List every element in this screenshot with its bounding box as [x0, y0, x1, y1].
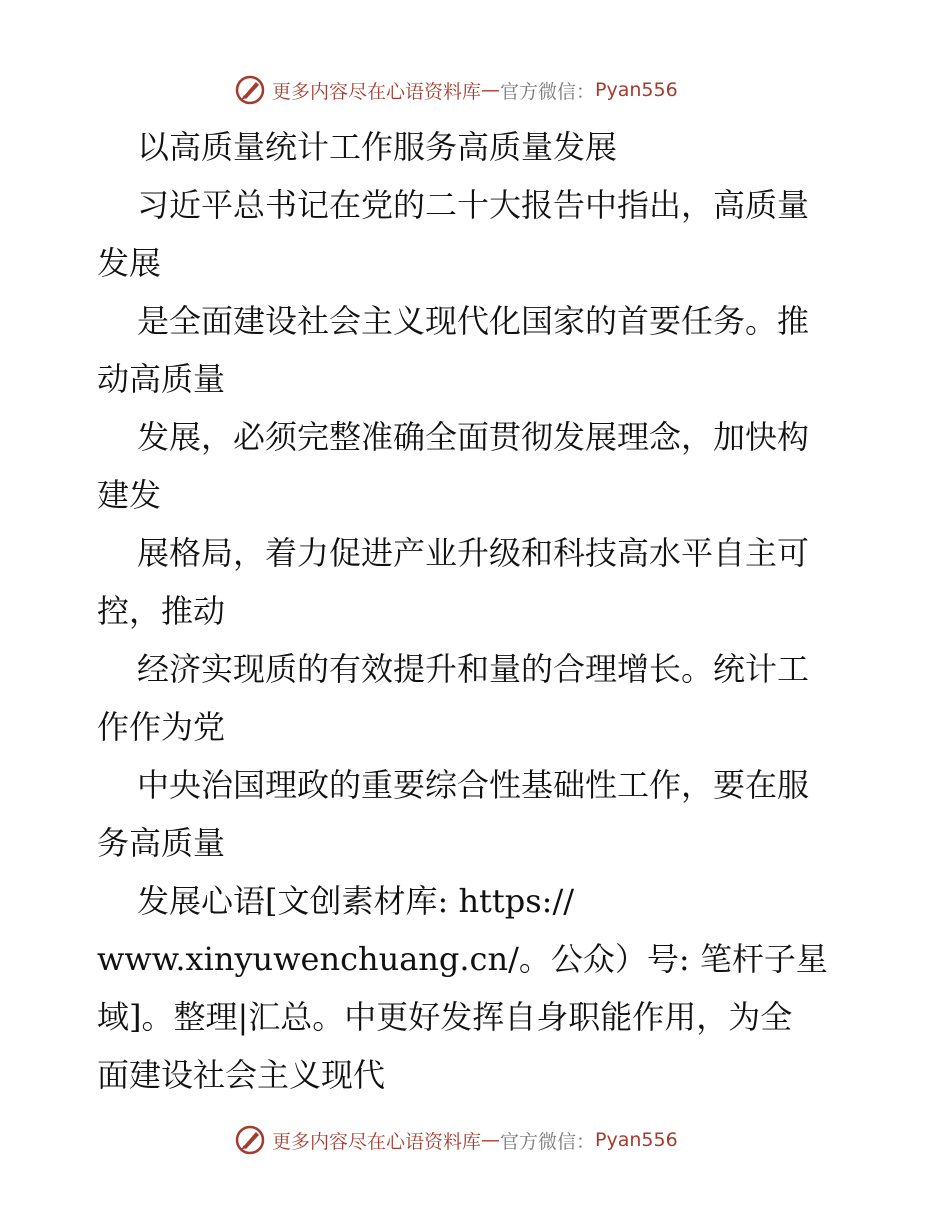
paragraph-line: 发展	[97, 244, 162, 282]
banner-wechat-id: Pyan556	[595, 1129, 678, 1151]
quill-pen-logo-icon	[234, 1124, 266, 1156]
paragraph-line: 作作为党	[97, 708, 226, 746]
paragraph-line: www.xinyuwenchuang.cn/。公众）号: 笔杆子星	[97, 940, 828, 978]
banner-wechat-id: Pyan556	[595, 79, 678, 101]
paragraph-line: 展格局，着力促进产业升级和科技高水平自主可	[137, 534, 810, 572]
paragraph-line: 面建设社会主义现代	[97, 1056, 386, 1094]
paragraph-line: 是全面建设社会主义现代化国家的首要任务。推	[137, 302, 810, 340]
document-body	[97, 118, 877, 1104]
paragraph-line: 发展心语[文创素材库: https://	[137, 882, 575, 920]
banner-text: 更多内容尽在心语资料库	[272, 80, 482, 103]
banner-text: 更多内容尽在心语资料库	[272, 1130, 482, 1153]
quill-pen-logo-icon	[234, 74, 266, 106]
banner-dash: —	[481, 79, 501, 101]
paragraph-line: 中央治国理政的重要综合性基础性工作，要在服	[137, 766, 810, 804]
paragraph-line: 习近平总书记在党的二十大报告中指出，高质量	[137, 186, 810, 224]
banner-dash: —	[481, 1129, 501, 1151]
paragraph-line: 发展，必须完整准确全面贯彻发展理念，加快构	[137, 418, 810, 456]
header-banner	[234, 73, 678, 107]
paragraph-line: 务高质量	[97, 824, 226, 862]
paragraph-line: 建发	[97, 476, 162, 514]
paragraph-line: 控，推动	[97, 592, 226, 630]
paragraph-line: 域]。整理|汇总。中更好发挥自身职能作用，为全	[97, 998, 793, 1036]
paragraph-line: 动高质量	[97, 360, 226, 398]
footer-banner	[234, 1123, 678, 1157]
paragraph-line: 经济实现质的有效提升和量的合理增长。统计工	[137, 650, 810, 688]
banner-label: 官方微信：	[500, 80, 596, 103]
document-title: 以高质量统计工作服务高质量发展	[137, 128, 618, 166]
banner-label: 官方微信：	[500, 1130, 596, 1153]
